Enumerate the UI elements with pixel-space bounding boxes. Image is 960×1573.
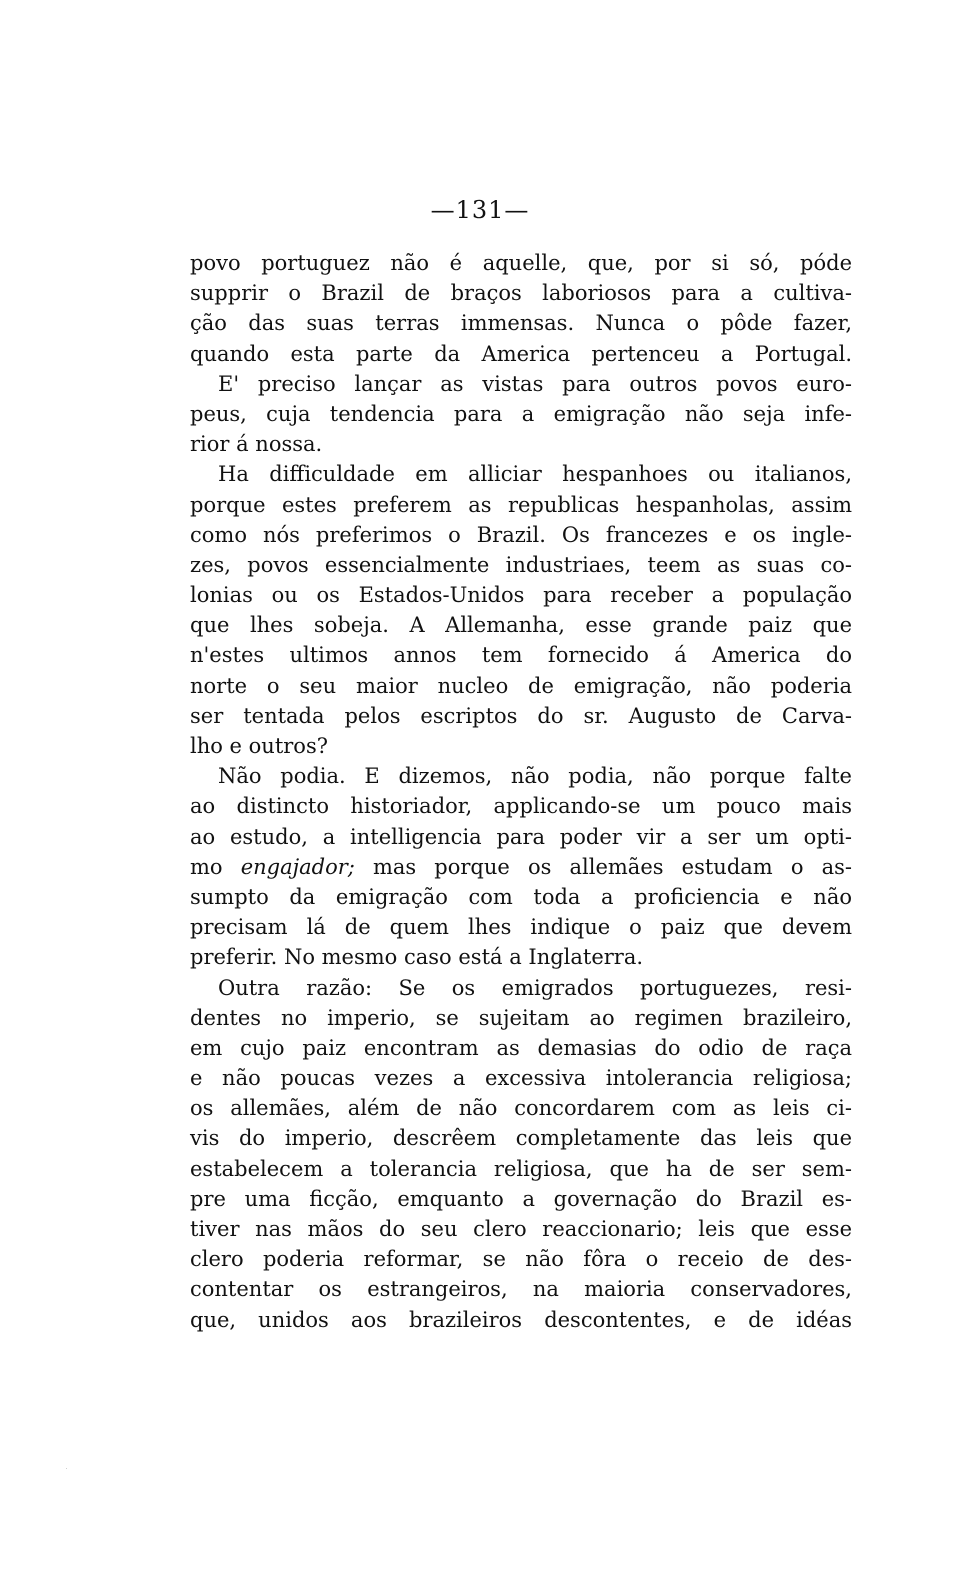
paper-speck: [66, 1468, 67, 1469]
text-line: ao distincto historiador, applicando-se um pouco mais: [190, 794, 852, 819]
text-line: E' preciso lançar as vistas para outros povos euro-: [218, 371, 852, 396]
text-line: Outra razão: Se os emigrados portuguezes, resi-: [218, 975, 852, 1000]
text-line: sumpto da emigração com toda a proficiencia e não: [190, 884, 852, 909]
text-line: ção das suas terras immensas. Nunca o pôde fazer,: [190, 311, 852, 336]
text-line: Não podia. E dizemos, não podia, não porque falte: [218, 764, 852, 789]
text-line: que lhes sobeja. A Allemanha, esse grande paiz que: [190, 613, 852, 638]
text-line: precisam lá de quem lhes indique o paiz que devem: [190, 915, 852, 940]
text-line: peus, cuja tendencia para a emigração não seja infe-: [190, 401, 852, 426]
text-line: estabelecem a tolerancia religiosa, que ha de ser sem-: [190, 1156, 852, 1181]
text-line: [190, 852, 852, 882]
text-line: clero poderia reformar, se não fôra o receio de des-: [190, 1247, 852, 1272]
text-line: contentar os estrangeiros, na maioria conservadores,: [190, 1277, 852, 1302]
text-line: porque estes preferem as republicas hespanholas, assim: [190, 492, 852, 517]
text-segment: mas porque os allemães estudam o as-: [354, 854, 852, 879]
text-line: preferir. No mesmo caso está a Inglaterra.: [190, 945, 644, 970]
italic-word: engajador;: [240, 854, 355, 879]
text-line: povo portuguez não é aquelle, que, por si só, póde: [190, 251, 852, 275]
text-line: zes, povos essencialmente industriaes, teem as suas co-: [190, 552, 852, 577]
text-line: como nós preferimos o Brazil. Os francezes e os ingle-: [190, 522, 852, 547]
text-line: dentes no imperio, se sujeitam ao regimen brazileiro,: [190, 1005, 852, 1030]
text-line: ao estudo, a intelligencia para poder vir a ser um opti-: [190, 824, 852, 849]
text-line: quando esta parte da America pertenceu a Portugal.: [190, 341, 852, 366]
text-line: vis do imperio, descrêem completamente das leis que: [190, 1126, 852, 1151]
page-number: —131—: [430, 196, 530, 224]
text-line: supprir o Brazil de braços laboriosos para a cultiva-: [190, 281, 852, 306]
text-line: ser tentada pelos escriptos do sr. Augusto de Carva-: [190, 703, 852, 728]
text-line: que, unidos aos brazileiros descontentes, e de idéas: [190, 1307, 852, 1332]
text-line: norte o seu maior nucleo de emigração, não poderia: [190, 673, 852, 698]
text-line: Ha difficuldade em alliciar hespanhoes ou italianos,: [218, 462, 852, 487]
text-line: em cujo paiz encontram as demasias do odio de raça: [190, 1035, 852, 1060]
body-text: [190, 248, 852, 1335]
text-line: lonias ou os Estados-Unidos para receber a população: [190, 583, 852, 608]
text-segment: mo: [190, 854, 241, 879]
text-line: os allemães, além de não concordarem com as leis ci-: [190, 1096, 852, 1121]
text-line: rior á nossa.: [190, 432, 323, 457]
text-line: tiver nas mãos do seu clero reaccionario; leis que esse: [190, 1217, 852, 1241]
text-line: pre uma ficção, emquanto a governação do Brazil es-: [190, 1186, 852, 1211]
text-line: lho e outros?: [190, 734, 328, 758]
text-line: n'estes ultimos annos tem fornecido á America do: [190, 643, 852, 668]
text-line: e não poucas vezes a excessiva intolerancia religiosa;: [190, 1066, 852, 1091]
